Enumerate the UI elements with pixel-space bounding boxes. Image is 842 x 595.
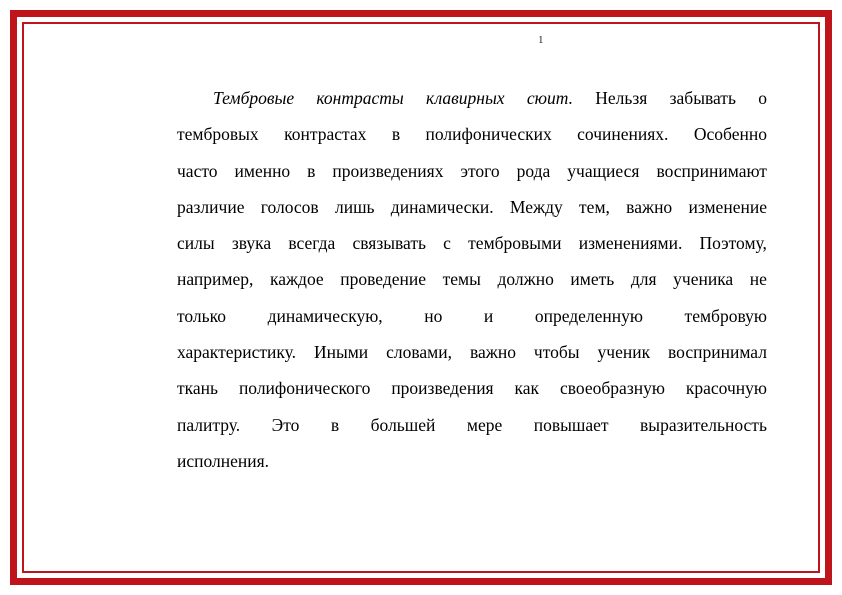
text-word: Между [509, 196, 563, 217]
text-word: звука [231, 233, 272, 254]
text-word: лишь [334, 196, 375, 217]
text-word: учащиеся [567, 160, 640, 181]
text-word: проведение [340, 269, 427, 290]
text-word: изменение [688, 196, 767, 217]
text-word: динамическую, [267, 305, 383, 326]
text-word: но [424, 305, 443, 326]
text-word: всегда [288, 233, 336, 254]
text-word: силы [177, 233, 215, 254]
text-word: чтобы [533, 342, 580, 363]
heading-word: Тембровые [213, 88, 295, 108]
text-line [177, 302, 767, 338]
text-word: ученика [673, 269, 734, 290]
text-word: темы [442, 269, 481, 290]
text-line [177, 229, 767, 265]
text-word: исполнения. [177, 450, 270, 471]
text-word: как [514, 378, 540, 399]
text-word: определенную [534, 305, 643, 326]
text-word: в [307, 160, 316, 181]
heading-word: контрасты [316, 88, 404, 108]
text-word: иметь [570, 269, 615, 290]
text-word: воспринимал [668, 342, 767, 363]
text-word: каждое [269, 269, 324, 290]
text-word: динамически. [390, 196, 494, 217]
text-word: этого [460, 160, 500, 181]
text-word: воспринимают [656, 160, 767, 181]
text-word: забывать [669, 88, 736, 108]
text-word: должно [497, 269, 554, 290]
text-word: и [483, 305, 494, 326]
text-word: контрастах [284, 124, 367, 145]
text-word: в [391, 124, 401, 145]
text-word: связывать [352, 233, 426, 254]
text-word: рода [516, 160, 551, 181]
text-line [177, 374, 767, 410]
text-word: сочинениях. [577, 124, 669, 145]
text-word: словами, [386, 342, 452, 363]
text-word: Особенно [693, 124, 767, 145]
text-line [177, 120, 767, 156]
text-word: характеристику. [177, 342, 297, 363]
text-word: важно [469, 342, 516, 363]
text-word: мере [466, 414, 503, 435]
text-line [177, 338, 767, 374]
text-word: важно [626, 196, 673, 217]
text-word: своеобразную [560, 378, 665, 399]
text-word: голосов [260, 196, 319, 217]
text-line [177, 84, 767, 120]
text-word: полифонического [238, 378, 371, 399]
text-word: с [443, 233, 451, 254]
text-word: произведениях [332, 160, 444, 181]
text-word: изменениями. [578, 233, 683, 254]
text-word: для [630, 269, 657, 290]
text-line [177, 265, 767, 301]
text-word: например, [177, 269, 254, 290]
text-word: красочную [685, 378, 767, 399]
text-word: о [758, 88, 767, 108]
heading-word: сюит. [526, 88, 573, 108]
text-line [177, 157, 767, 193]
text-line [177, 447, 767, 483]
text-word: Иными [313, 342, 369, 363]
heading-word: клавирных [426, 88, 505, 108]
text-word: повышает [533, 414, 609, 435]
text-word: ткань [177, 378, 218, 399]
text-word: тембровых [177, 124, 259, 145]
text-word: не [749, 269, 767, 290]
text-word: ученик [597, 342, 651, 363]
text-line [177, 411, 767, 447]
text-word: палитру. [177, 414, 241, 435]
text-word: именно [234, 160, 291, 181]
text-word: различие [177, 196, 245, 217]
text-word: в [330, 414, 340, 435]
text-word: произведения [391, 378, 494, 399]
text-word: большей [370, 414, 436, 435]
text-line [177, 193, 767, 229]
text-word: только [177, 305, 227, 326]
text-word: полифонических [425, 124, 552, 145]
text-word: тембровую [684, 305, 767, 326]
text-word: выразительность [640, 414, 767, 435]
text-word: Это [271, 414, 300, 435]
page-number: 1 [538, 34, 544, 46]
text-word: Нельзя [595, 88, 648, 108]
text-word: тембровыми [468, 233, 562, 254]
text-word: часто [177, 160, 218, 181]
text-word: тем, [579, 196, 610, 217]
text-word: Поэтому, [699, 233, 767, 254]
body-paragraph [177, 84, 767, 483]
